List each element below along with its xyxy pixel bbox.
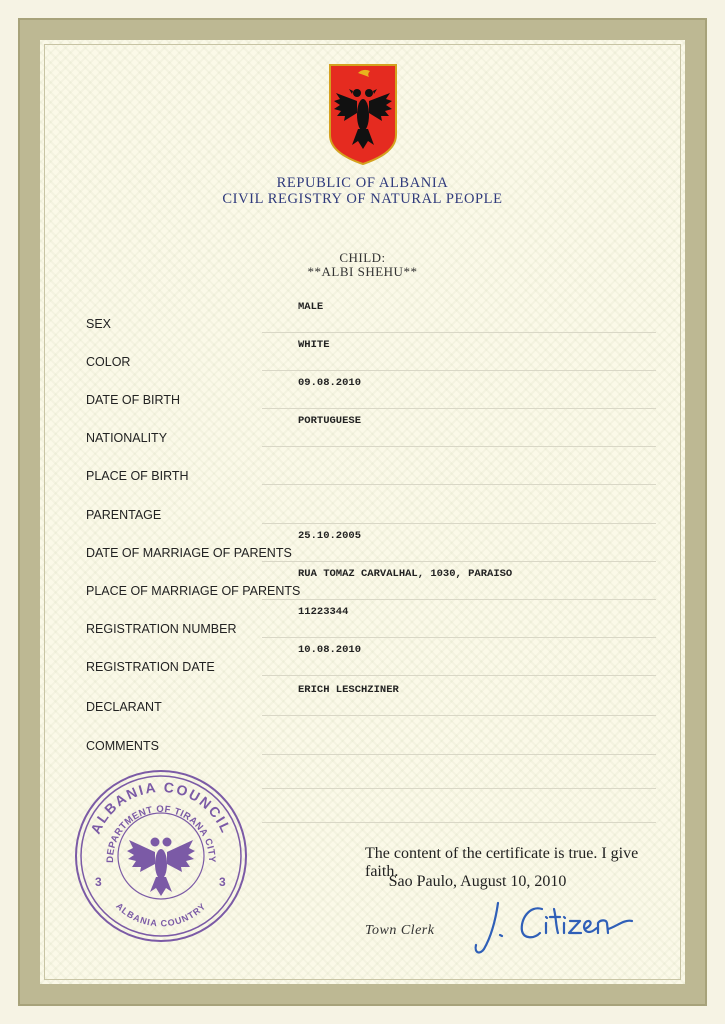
country-heading: REPUBLIC OF ALBANIA (276, 175, 449, 191)
seal-number-right: 3 (219, 875, 226, 889)
field-value: 25.10.2005 (298, 530, 362, 542)
field-value: PORTUGUESE (298, 415, 362, 427)
child-name: **ALBI SHEHU** (307, 264, 418, 279)
field-row (86, 644, 656, 674)
official-seal-stamp (73, 768, 249, 944)
field-label: PLACE OF BIRTH (86, 469, 189, 483)
seal-bottom-text: ALBANIA COUNTRY (114, 900, 208, 929)
svg-text:ALBANIA COUNTRY (114, 901, 208, 929)
field-label: PLACE OF MARRIAGE OF PARENTS (86, 584, 301, 598)
field-label: DECLARANT (86, 700, 162, 714)
field-row (86, 463, 656, 483)
field-label: REGISTRATION NUMBER (86, 622, 237, 636)
field-underline (262, 446, 656, 447)
field-value: MALE (298, 301, 324, 313)
field-row (86, 568, 656, 598)
child-label: CHILD: (339, 250, 386, 265)
field-underline (262, 523, 656, 524)
handwritten-signature (470, 895, 635, 955)
clerk-title: Town Clerk (365, 923, 435, 938)
field-underline (262, 637, 656, 638)
attestation-text: The content of the certificate is true. I give faith. (365, 845, 639, 880)
field-value: 10.08.2010 (298, 644, 362, 656)
field-row (86, 339, 656, 369)
field-underline (262, 754, 656, 755)
field-row (86, 377, 656, 407)
comment-line (262, 822, 656, 823)
field-label: DATE OF MARRIAGE OF PARENTS (86, 546, 292, 560)
seal-top-text: ALBANIA COUNCIL (87, 778, 235, 837)
field-row (86, 530, 656, 560)
field-row (86, 301, 656, 331)
field-label: COMMENTS (86, 739, 159, 753)
field-row (86, 415, 656, 445)
field-underline (262, 332, 656, 333)
seal-middle-text: DEPARTMENT OF TIRANA CITY (104, 803, 218, 863)
albanian-eagle-shield-icon (328, 63, 398, 166)
field-label: NATIONALITY (86, 431, 168, 445)
field-row (86, 733, 656, 753)
field-row (86, 502, 656, 522)
field-underline (262, 370, 656, 371)
field-label: PARENTAGE (86, 508, 162, 522)
comment-line (262, 788, 656, 789)
field-underline (262, 408, 656, 409)
field-row (86, 684, 656, 714)
field-label: COLOR (86, 355, 131, 369)
field-label: DATE OF BIRTH (86, 393, 180, 407)
field-row (86, 606, 656, 636)
field-value: ERICH LESCHZINER (298, 684, 399, 696)
field-value: WHITE (298, 339, 330, 351)
field-value: 09.08.2010 (298, 377, 362, 389)
field-underline (262, 675, 656, 676)
field-label: SEX (86, 317, 112, 331)
field-value: 11223344 (298, 606, 349, 618)
field-underline (262, 715, 656, 716)
place-date-text: Sao Paulo, August 10, 2010 (388, 873, 567, 890)
field-label: REGISTRATION DATE (86, 660, 215, 674)
field-value: RUA TOMAZ CARVALHAL, 1030, PARAISO (298, 568, 513, 580)
seal-number-left: 3 (95, 875, 102, 889)
field-underline (262, 599, 656, 600)
field-underline (262, 561, 656, 562)
field-underline (262, 484, 656, 485)
registry-heading: CIVIL REGISTRY OF NATURAL PEOPLE (222, 191, 503, 207)
